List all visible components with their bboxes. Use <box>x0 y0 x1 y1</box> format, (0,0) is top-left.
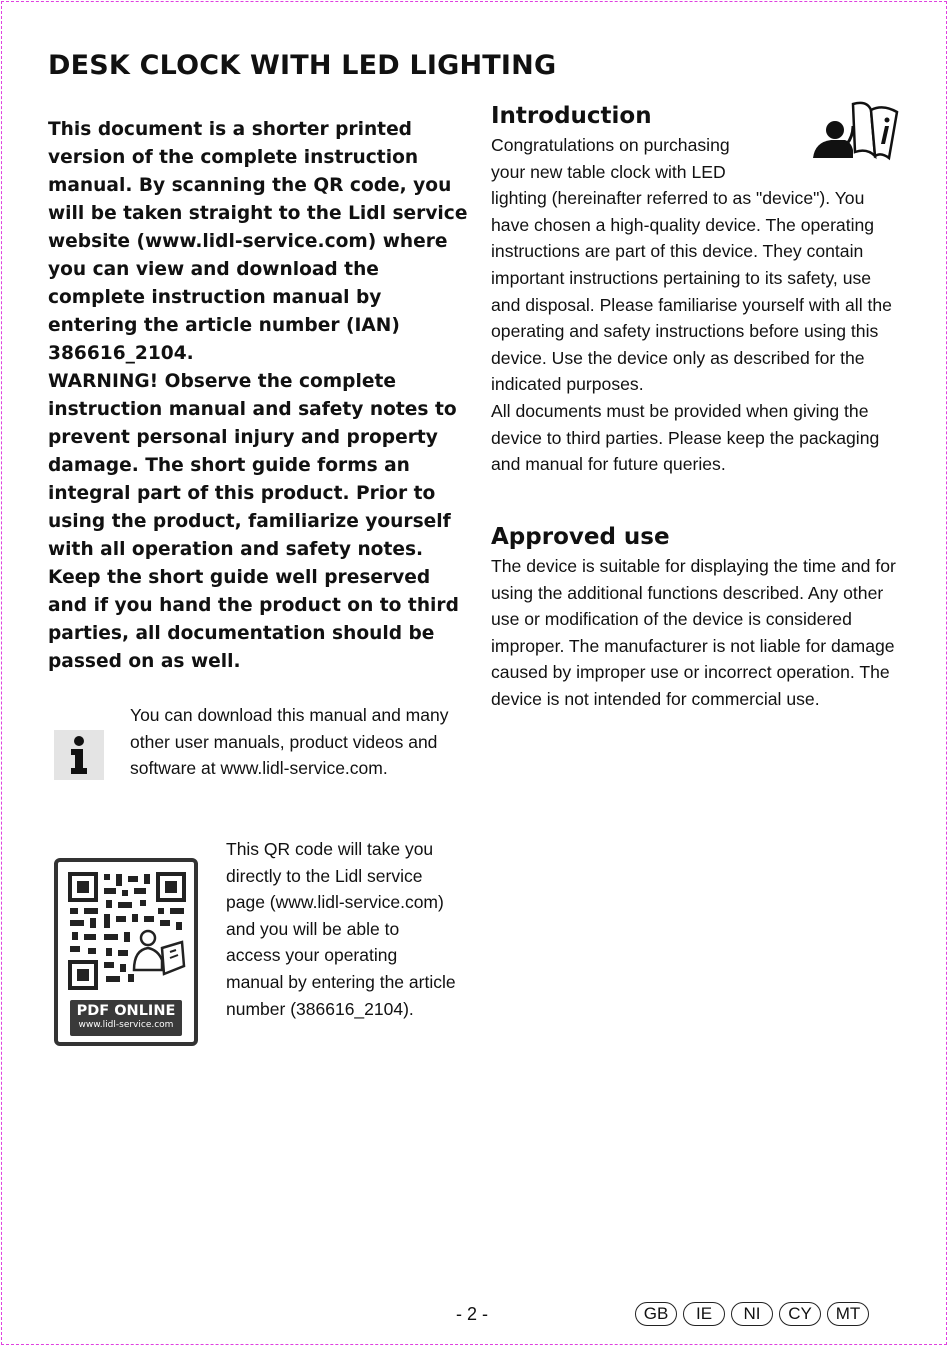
qr-label-pdf-online: PDF ONLINE <box>76 1003 176 1019</box>
notice-paragraph-shorter-version: This document is a shorter printed version of the complete instruction manual. By scanning the QR code, you will be taken straight to the Lidl service website (www.lidl-service.com) where you can view and download the complete instruction manual by entering the article number (IAN) 386616_2104. <box>48 119 468 364</box>
country-code-mt: MT <box>827 1302 869 1326</box>
approved-use-section <box>491 521 903 713</box>
reader-manual-icon <box>809 100 901 162</box>
info-icon <box>54 730 104 780</box>
qr-code-description: This QR code will take you directly to the Lidl service page (www.lidl-service.com) and you will be able to access your operating manual by entering the article number (386616_2104). <box>226 839 456 1019</box>
introduction-section <box>491 100 903 478</box>
introduction-text-body: lighting (hereinafter referred to as "device"). You have chosen a high-quality device. The operating instructions are part of this device. They contain important instructions pertaining to its safety, use and disposal. Please familiarise yourself with all the operating and safety instructions before using this device. Use the device only as described for the indicated purposes. <box>491 188 892 395</box>
qr-label <box>70 1000 182 1036</box>
country-code-ni: NI <box>731 1302 773 1326</box>
introduction-text-documents: All documents must be provided when giving the device to third parties. Please keep the packaging and manual for future queries. <box>491 400 880 475</box>
introduction-text-line-1: Congratulations on purchasing <box>491 135 730 155</box>
introduction-heading: Introduction <box>491 103 652 129</box>
qr-code-icon[interactable] <box>54 858 198 1046</box>
approved-use-heading: Approved use <box>491 524 670 550</box>
country-codes <box>635 1302 869 1326</box>
country-code-cy: CY <box>779 1302 821 1326</box>
qr-label-url: www.lidl-service.com <box>78 1020 174 1030</box>
left-column-notice <box>48 116 468 676</box>
document-title: DESK CLOCK WITH LED LIGHTING <box>48 50 557 81</box>
introduction-text-line-2: your new table clock with LED <box>491 161 726 182</box>
notice-paragraph-warning: WARNING! Observe the complete instruction manual and safety notes to prevent personal injury and property damage. The short guide forms an integral part of this product. Prior to using the product, familiarize yourself with all operation and safety notes. Keep the short guide well preserved and if you hand the product on to third parties, all documentation should be passed on as well. <box>48 371 459 672</box>
approved-use-text: The device is suitable for displaying the time and for using the additional functions described. Any other use or modification of the device is considered improper. The manufacturer is not liable for damage caused by improper use or incorrect operation. The device is not intended for commercial use. <box>491 556 896 709</box>
page-number: - 2 - <box>456 1304 489 1324</box>
country-code-gb: GB <box>635 1302 677 1326</box>
country-code-ie: IE <box>683 1302 725 1326</box>
download-info-text: You can download this manual and many other user manuals, product videos and software at www.lidl-service.com. <box>130 705 449 779</box>
